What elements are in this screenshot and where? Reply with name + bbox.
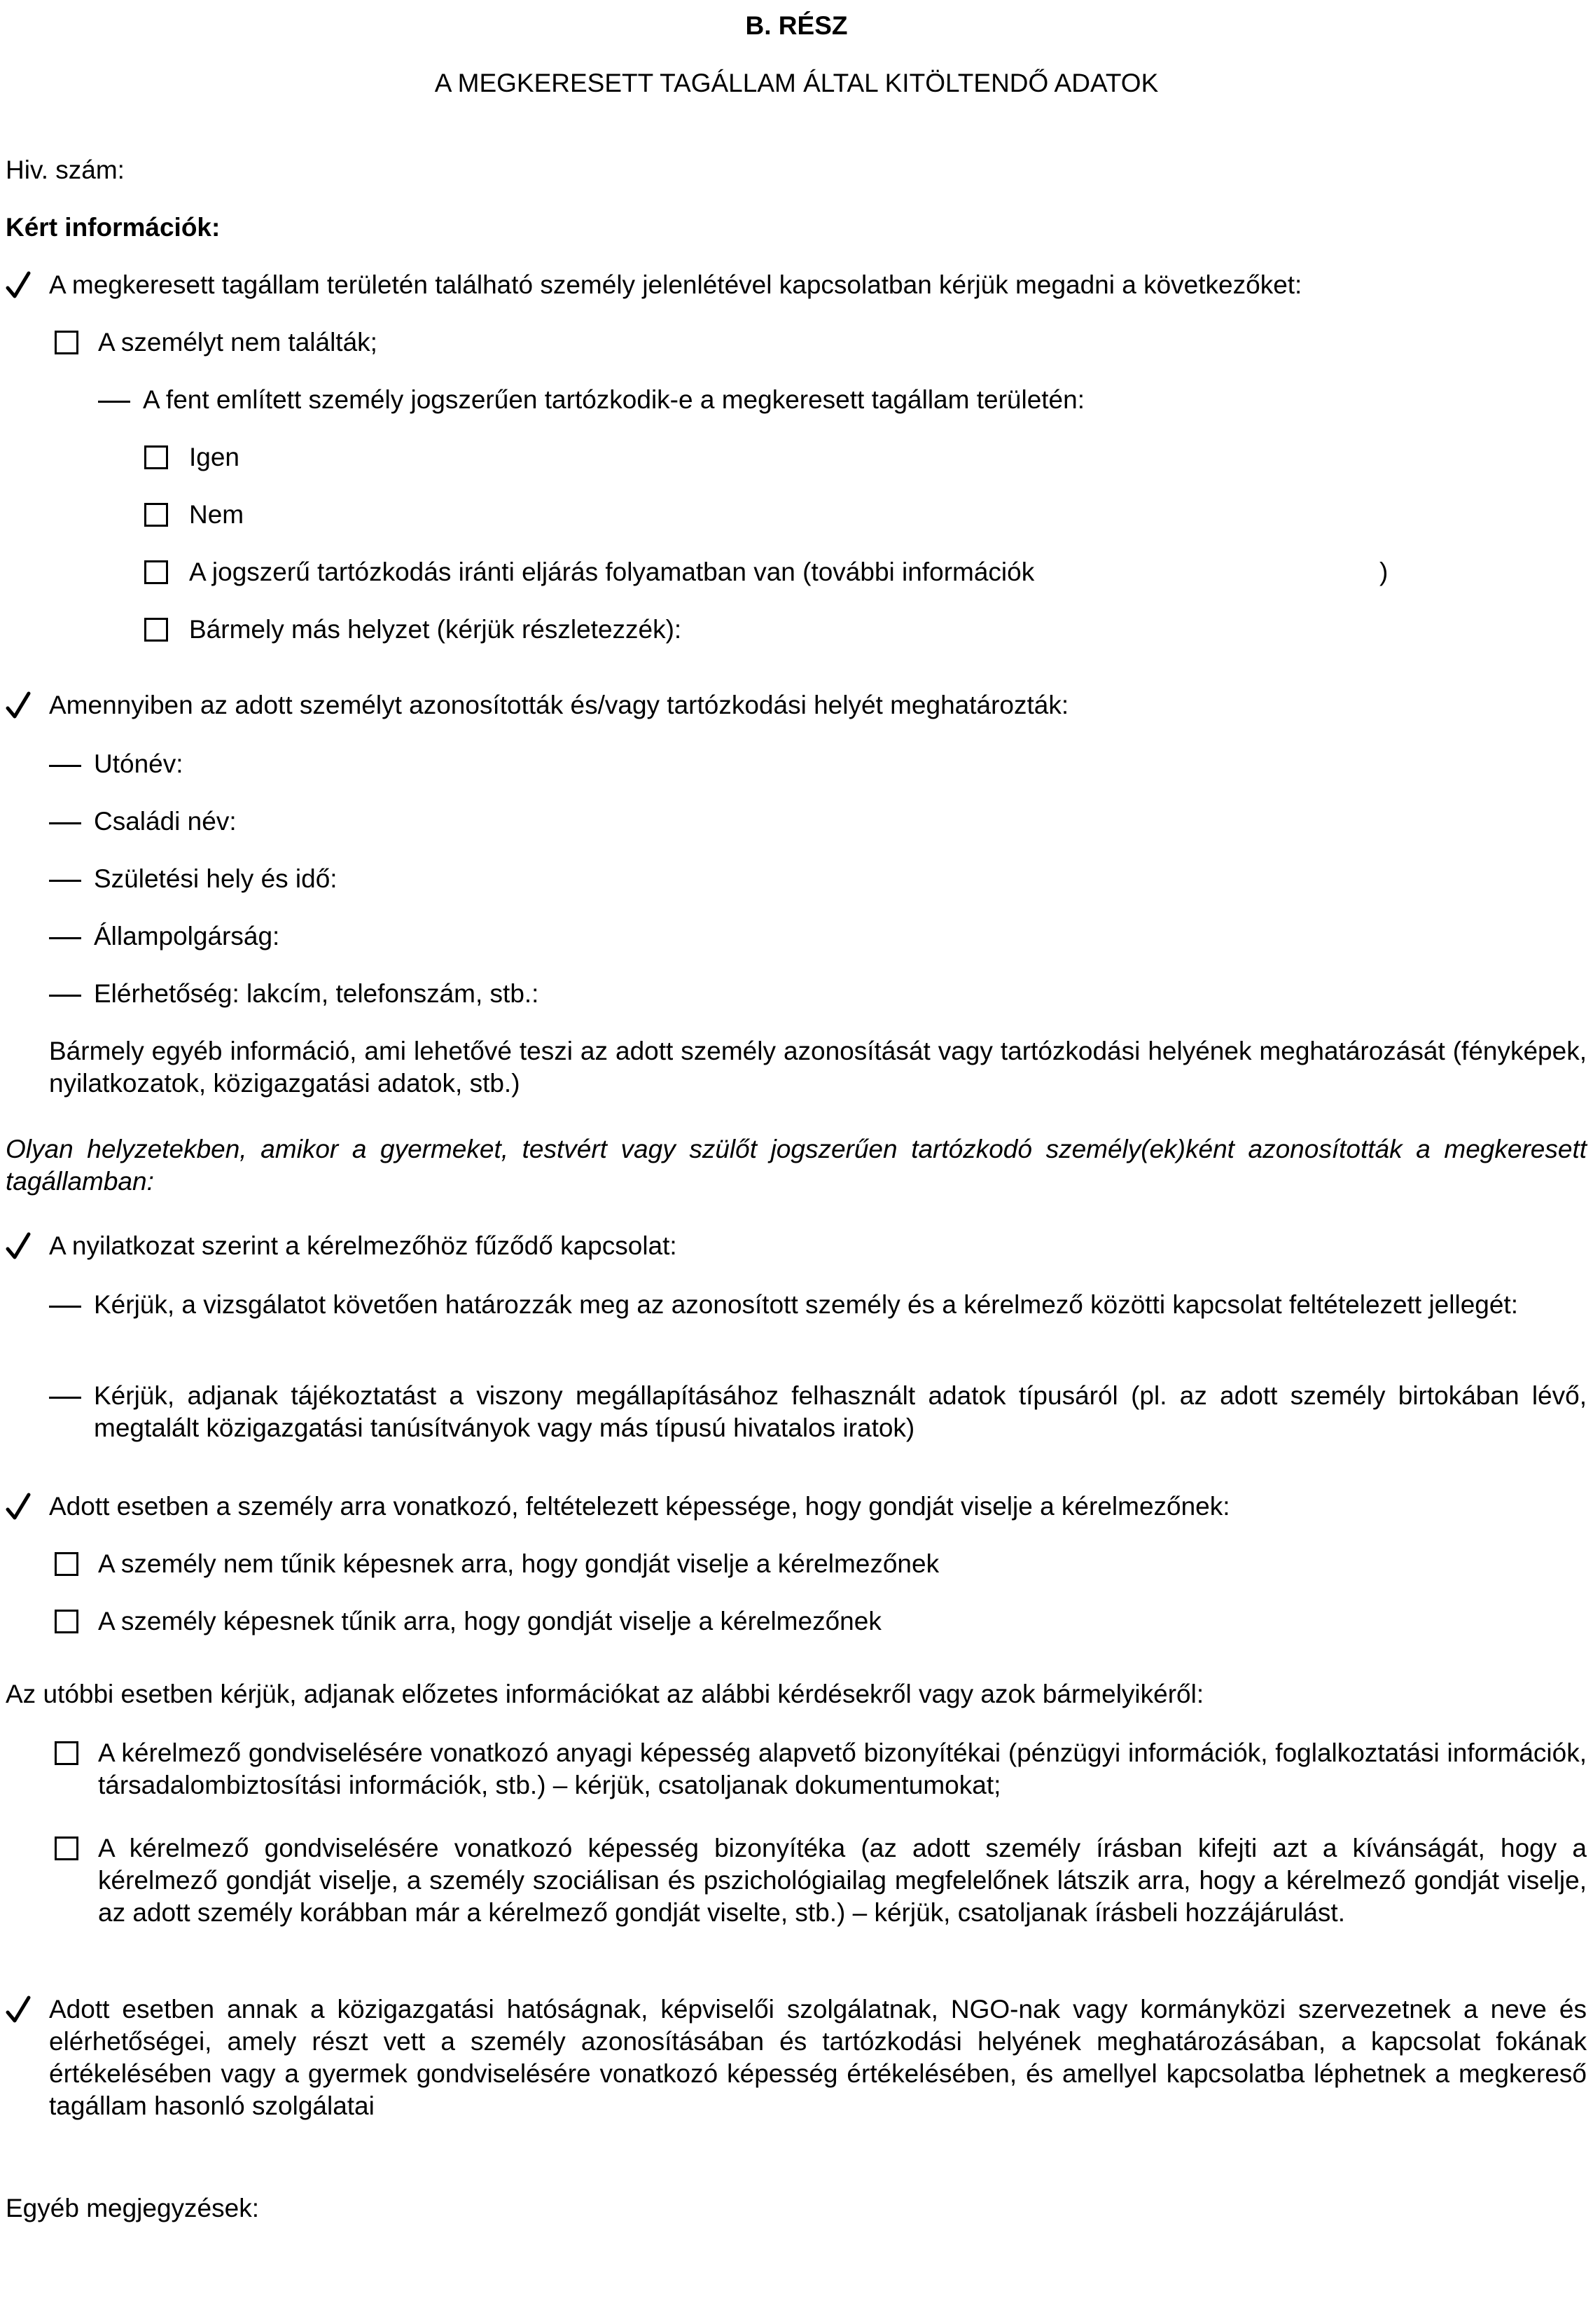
presence-question: A megkeresett tagállam területén található személy jelenlétével kapcsolatban kérjük megadni a következőket: <box>49 270 1302 299</box>
dash-icon <box>49 1306 81 1308</box>
relationship-question: A nyilatkozat szerint a kérelmezőhöz fűződő kapcsolat: <box>49 1231 677 1260</box>
capable-label: A személy képesnek tűnik arra, hogy gondját viselje a kérelmezőnek <box>98 1607 882 1635</box>
checkmark-icon <box>6 1993 31 2026</box>
checkmark-icon <box>6 1230 31 1262</box>
dash-icon <box>49 1397 81 1399</box>
dash-icon <box>98 401 130 403</box>
checkbox-not-found[interactable] <box>55 331 78 354</box>
option-yes-label: Igen <box>189 443 240 471</box>
reference-number-label: Hiv. szám: <box>6 155 125 184</box>
checkbox-capable[interactable] <box>55 1610 78 1633</box>
relationship-data-type: Kérjük, adjanak tájékoztatást a viszony megállapításához felhasznált adatok típusáról (pl. az adott személy birtokában lévő, megtalált közigazgatási tanúsítványok vagy más típusú hivatalos iratok) <box>94 1381 1587 1442</box>
option-pending-label: A jogszerű tartózkodás iránti eljárás folyamatban van (további információk <box>189 558 1035 586</box>
checkmark-icon <box>6 269 31 301</box>
dash-icon <box>49 765 81 767</box>
checkbox-pending[interactable] <box>144 560 168 584</box>
identified-question: Amennyiben az adott személyt azonosították és/vagy tartózkodási helyét meghatározták: <box>49 691 1069 719</box>
relationship-nature: Kérjük, a vizsgálatot követően határozzák meg az azonosított személy és a kérelmező közötti kapcsolat feltételezett jellegét: <box>94 1290 1518 1319</box>
dash-icon <box>49 822 81 824</box>
authority-details: Adott esetben annak a közigazgatási hatóságnak, képviselői szolgálatnak, NGO-nak vagy kormányközi szervezetnek a neve és elérhetőségei, amely részt vett a személy azonosításában és tartózkodási helyének meghatározásában, a kapcsolat fokának értékelésében vagy a gyermek gondviselésére vonatkozó képesség értékelésében, és amellyel kapcsolatba léphetnek a megkereső tagállam hasonló szolgálatai <box>49 1995 1587 2120</box>
other-identification-info: Bármely egyéb információ, ami lehetővé teszi az adott személy azonosítását vagy tartózkodási helyének meghatározását (fényképek, nyilatkozatok, közigazgatási adatok, stb.) <box>49 1037 1587 1098</box>
checkmark-icon <box>6 689 31 721</box>
latter-case-note: Az utóbbi esetben kérjük, adjanak előzetes információkat az alábbi kérdésekről vagy azok bármelyikéről: <box>6 1680 1204 1708</box>
dash-icon <box>49 880 81 882</box>
checkbox-other[interactable] <box>144 618 168 642</box>
field-family-name: Családi név: <box>94 807 237 836</box>
capability-question: Adott esetben a személy arra vonatkozó, feltételezett képessége, hogy gondját viselje a kérelmezőnek: <box>49 1492 1230 1521</box>
checkbox-no[interactable] <box>144 503 168 527</box>
part-heading: B. RÉSZ <box>745 11 848 40</box>
checkmark-icon <box>6 1490 31 1523</box>
field-first-name: Utónév: <box>94 749 183 778</box>
page-title: A MEGKERESETT TAGÁLLAM ÁLTAL KITÖLTENDŐ ADATOK <box>434 69 1159 97</box>
requested-info-heading: Kért információk: <box>6 213 221 242</box>
situation-note: Olyan helyzetekben, amikor a gyermeket, testvért vagy szülőt jogszerűen tartózkodó személy(ek)ként azonosították a megkeresett tagállamban: <box>6 1135 1587 1196</box>
checkbox-material-capacity[interactable] <box>55 1741 78 1765</box>
dash-icon <box>49 995 81 997</box>
remarks-label: Egyéb megjegyzések: <box>6 2194 259 2222</box>
dash-icon <box>49 937 81 939</box>
legal-residence-question: A fent említett személy jogszerűen tartózkodik-e a megkeresett tagállam területén: <box>143 385 1085 414</box>
option-other-label: Bármely más helyzet (kérjük részletezzék): <box>189 615 682 644</box>
field-nationality: Állampolgárság: <box>94 922 280 950</box>
option-no-label: Nem <box>189 500 244 529</box>
material-capacity-label: A kérelmező gondviselésére vonatkozó anyagi képesség alapvető bizonyítékai (pénzügyi információk, foglalkoztatási információk, társadalombiztosítási információk, stb.) – kérjük, csatoljanak dokumentumokat; <box>98 1738 1587 1799</box>
field-birth: Születési hely és idő: <box>94 864 338 893</box>
field-contact: Elérhetőség: lakcím, telefonszám, stb.: <box>94 979 539 1008</box>
checkbox-yes[interactable] <box>144 445 168 469</box>
care-ability-label: A kérelmező gondviselésére vonatkozó képesség bizonyítéka (az adott személy írásban kifejti azt a kívánságát, hogy a kérelmező gondját viselje, a személy szociálisan és pszichológiailag megfelelőnek látszik arra, hogy a kérelmező gondját viselje, az adott személy korábban már a kérelmező gondját viselte, stb.) – kérjük, csatoljanak írásbeli hozzájárulást. <box>98 1834 1587 1927</box>
not-capable-label: A személy nem tűnik képesnek arra, hogy gondját viselje a kérelmezőnek <box>98 1549 940 1578</box>
not-found-label: A személyt nem találták; <box>98 328 377 357</box>
checkbox-not-capable[interactable] <box>55 1552 78 1576</box>
checkbox-care-ability[interactable] <box>55 1837 78 1860</box>
option-pending-close: ) <box>1379 558 1389 586</box>
